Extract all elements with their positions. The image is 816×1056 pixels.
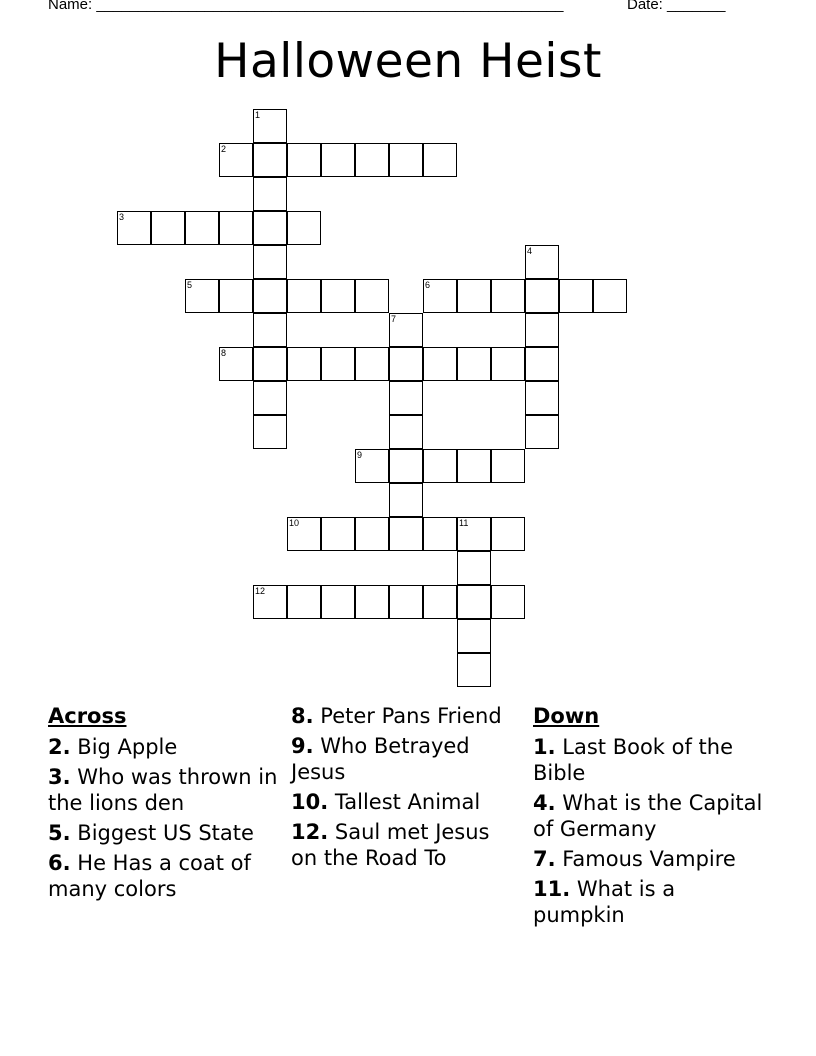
clue-text: Famous Vampire (562, 847, 736, 871)
clue-across-8 (291, 703, 513, 729)
crossword-cell[interactable] (253, 313, 287, 347)
clue-across-2 (48, 734, 280, 760)
crossword-cell[interactable] (389, 483, 423, 517)
crossword-cell[interactable] (491, 517, 525, 551)
crossword-cell[interactable] (593, 279, 627, 313)
crossword-cell[interactable] (423, 517, 457, 551)
crossword-cell[interactable] (287, 279, 321, 313)
cell-number: 11 (459, 518, 469, 528)
crossword-cell[interactable] (185, 279, 219, 313)
cell-number: 2 (221, 144, 227, 154)
clue-number: 12. (291, 820, 329, 844)
crossword-cell[interactable] (219, 143, 253, 177)
clue-down-11 (533, 876, 773, 928)
down-heading: Down (533, 704, 600, 728)
across-clues-column (48, 703, 280, 906)
crossword-cell[interactable] (287, 585, 321, 619)
crossword-cell[interactable] (253, 109, 287, 143)
crossword-cell[interactable] (389, 347, 423, 381)
crossword-cell[interactable] (253, 143, 287, 177)
date-field-label: Date: _______ (627, 0, 726, 13)
clue-text: Big Apple (77, 735, 178, 759)
cell-number: 1 (255, 110, 261, 120)
clue-text: Peter Pans Friend (320, 704, 502, 728)
crossword-cell[interactable] (491, 449, 525, 483)
page-title: Halloween Heist (214, 34, 602, 89)
crossword-cell[interactable] (321, 585, 355, 619)
crossword-cell[interactable] (423, 279, 457, 313)
cell-number: 6 (425, 280, 431, 290)
crossword-cell[interactable] (491, 279, 525, 313)
crossword-cell[interactable] (423, 585, 457, 619)
clue-text: He Has a coat of many colors (48, 851, 251, 901)
cell-number: 3 (119, 212, 125, 222)
clue-text: What is a pumpkin (533, 877, 676, 927)
down-clues-column (533, 703, 773, 932)
crossword-cell[interactable] (457, 585, 491, 619)
clue-down-1 (533, 734, 773, 786)
crossword-cell[interactable] (287, 517, 321, 551)
crossword-cell[interactable] (457, 653, 491, 687)
clue-across-10 (291, 789, 513, 815)
across-heading: Across (48, 704, 127, 728)
clue-number: 8. (291, 704, 314, 728)
clue-number: 7. (533, 847, 556, 871)
crossword-cell[interactable] (457, 449, 491, 483)
cell-number: 12 (255, 586, 266, 596)
crossword-cell[interactable] (219, 279, 253, 313)
crossword-cell[interactable] (389, 143, 423, 177)
crossword-cell[interactable] (253, 211, 287, 245)
clue-across-6 (48, 850, 280, 902)
cell-number: 5 (187, 280, 193, 290)
clue-text: Saul met Jesus on the Road To (291, 820, 490, 870)
crossword-cell[interactable] (253, 381, 287, 415)
crossword-cell[interactable] (219, 347, 253, 381)
clue-text: Who was thrown in the lions den (48, 765, 278, 815)
crossword-cell[interactable] (355, 449, 389, 483)
crossword-cell[interactable] (559, 279, 593, 313)
crossword-cell[interactable] (525, 313, 559, 347)
name-field-label: Name: ________________________________________________________ (48, 0, 564, 13)
crossword-cell[interactable] (491, 585, 525, 619)
crossword-cell[interactable] (389, 449, 423, 483)
crossword-cell[interactable] (389, 585, 423, 619)
crossword-cell[interactable] (491, 347, 525, 381)
clue-number: 2. (48, 735, 71, 759)
crossword-cell[interactable] (389, 381, 423, 415)
crossword-cell[interactable] (321, 517, 355, 551)
clue-text: What is the Capital of Germany (533, 791, 763, 841)
crossword-cell[interactable] (355, 347, 389, 381)
crossword-cell[interactable] (287, 143, 321, 177)
cell-number: 10 (289, 518, 300, 528)
crossword-cell[interactable] (457, 347, 491, 381)
clue-number: 4. (533, 791, 556, 815)
crossword-cell[interactable] (423, 347, 457, 381)
crossword-cell[interactable] (219, 211, 253, 245)
crossword-cell[interactable] (525, 245, 559, 279)
crossword-cell[interactable] (287, 211, 321, 245)
clue-number: 3. (48, 765, 71, 789)
clue-down-4 (533, 790, 773, 842)
crossword-cell[interactable] (355, 143, 389, 177)
crossword-cell[interactable] (253, 245, 287, 279)
crossword-cell[interactable] (457, 279, 491, 313)
cell-number: 9 (357, 450, 363, 460)
clue-down-7 (533, 846, 773, 872)
crossword-cell[interactable] (389, 415, 423, 449)
clue-text: Who Betrayed Jesus (291, 734, 470, 784)
crossword-cell[interactable] (389, 517, 423, 551)
crossword-cell[interactable] (423, 143, 457, 177)
crossword-cell[interactable] (457, 517, 491, 551)
crossword-cell[interactable] (253, 415, 287, 449)
crossword-cell[interactable] (151, 211, 185, 245)
clue-text: Biggest US State (77, 821, 254, 845)
clue-across-3 (48, 764, 280, 816)
crossword-cell[interactable] (253, 585, 287, 619)
crossword-cell[interactable] (457, 551, 491, 585)
crossword-cell[interactable] (321, 347, 355, 381)
clue-across-9 (291, 733, 513, 785)
cell-number: 8 (221, 348, 227, 358)
crossword-cell[interactable] (355, 279, 389, 313)
clue-text: Tallest Animal (334, 790, 481, 814)
cell-number: 4 (527, 246, 533, 256)
crossword-cell[interactable] (355, 585, 389, 619)
crossword-cell[interactable] (253, 279, 287, 313)
crossword-cell[interactable] (525, 381, 559, 415)
clue-number: 11. (533, 877, 571, 901)
crossword-cell[interactable] (253, 177, 287, 211)
clue-number: 6. (48, 851, 71, 875)
clue-number: 10. (291, 790, 329, 814)
clue-across-12 (291, 819, 513, 871)
crossword-cell[interactable] (185, 211, 219, 245)
crossword-cell[interactable] (321, 279, 355, 313)
crossword-cell[interactable] (525, 279, 559, 313)
clue-text: Last Book of the Bible (533, 735, 734, 785)
crossword-cell[interactable] (525, 347, 559, 381)
crossword-cell[interactable] (389, 313, 423, 347)
crossword-cell[interactable] (117, 211, 151, 245)
crossword-cell[interactable] (321, 143, 355, 177)
crossword-cell[interactable] (525, 415, 559, 449)
clue-number: 5. (48, 821, 71, 845)
across-clues-column-continued (291, 703, 513, 875)
crossword-cell[interactable] (355, 517, 389, 551)
clue-number: 9. (291, 734, 314, 758)
clue-number: 1. (533, 735, 556, 759)
clue-across-5 (48, 820, 280, 846)
crossword-cell[interactable] (253, 347, 287, 381)
cell-number: 7 (391, 314, 397, 324)
crossword-cell[interactable] (423, 449, 457, 483)
crossword-cell[interactable] (457, 619, 491, 653)
crossword-cell[interactable] (287, 347, 321, 381)
